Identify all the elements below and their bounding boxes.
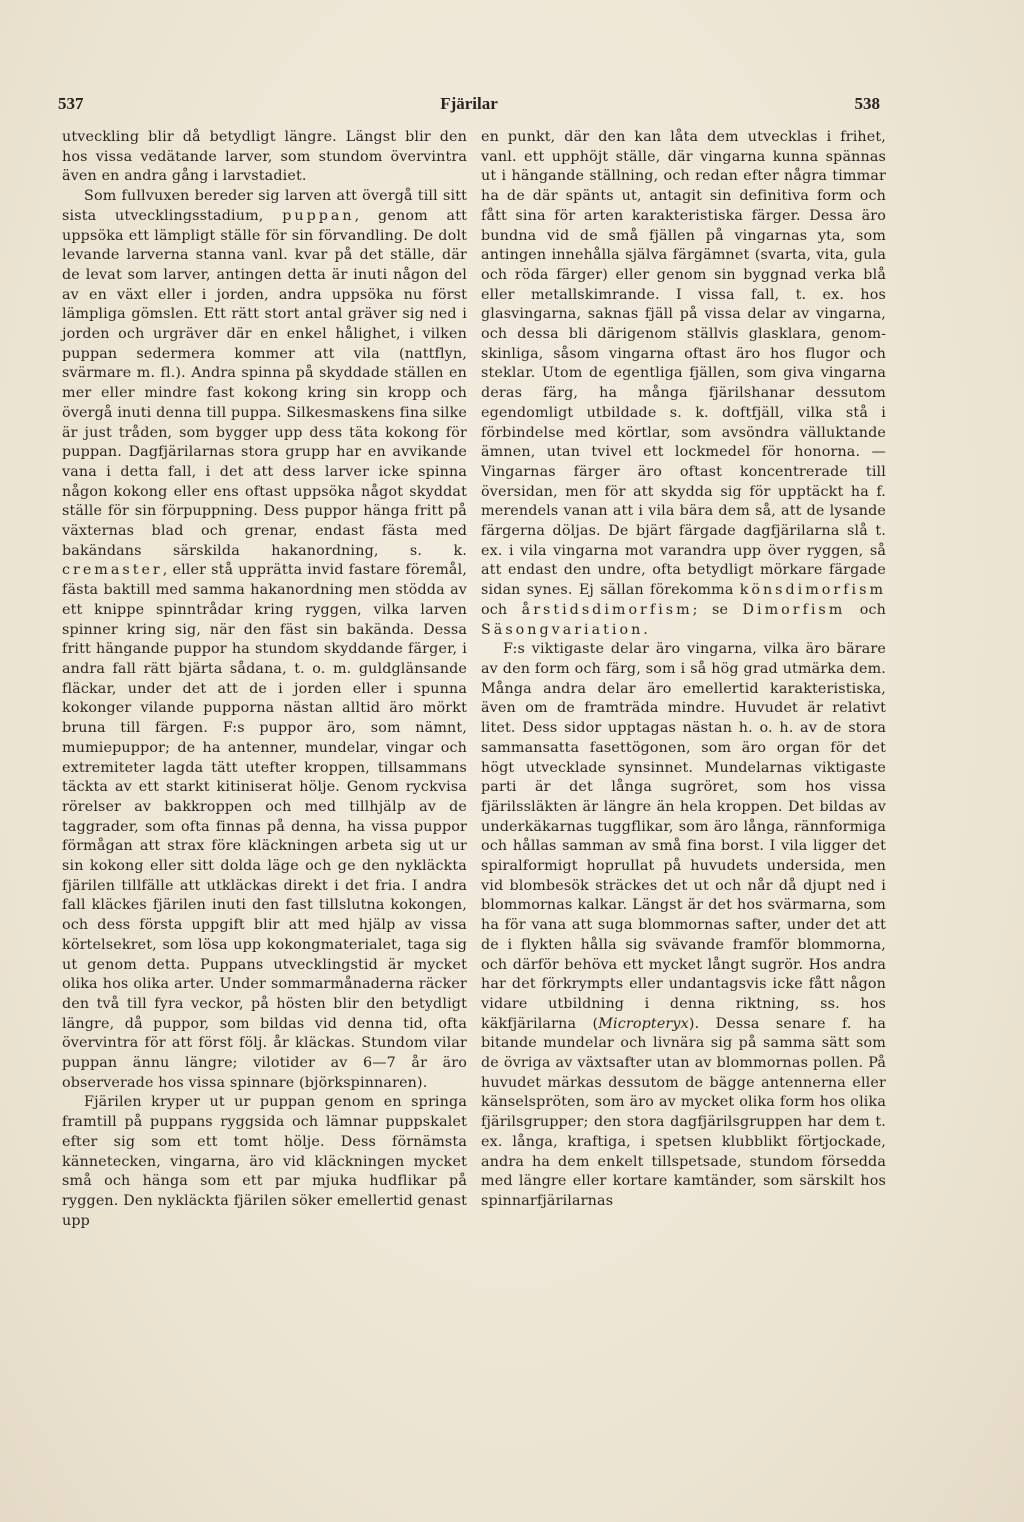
paragraph xyxy=(62,1093,467,1231)
text-run: ). Dessa senare f. ha bitande mundelar och livnära sig på samma sätt som de övriga av växtsafter utan av blommornas pollen. På huvudet märkas dessutom de bägge antennerna eller känselspröten, som äro av mycket olika form hos olika fjärilsgrupper; den stora dagfjärilsgruppen har dem t. ex. långa, kraftiga, i spetsen klubblikt förtjockade, andra ha dem enkelt tillspetsade, stundom försedda med längre eller kortare kamtänder, som särskilt hos spinnarfjärilarnas xyxy=(481,1015,886,1209)
left-text-column xyxy=(62,128,467,1231)
text-run: , eller stå upprätta invid fastare föremål, fästa baktill med samma hakanordning men stödda av ett knippe spinntrådar kring ryggen, vilka larven spinner kring sig, när den fäst sin bakända. Dessa fritt hängande puppor ha stundom skyddande färger, i andra fall rätt bjärta sådana, t. o. m. guldglänsande fläckar, under det att de i jorden eller i spunna kokonger vilande pupporna nästan alltid äro mörkt bruna till färgen. F:s puppor äro, som nämnt, mumiepuppor; de ha antenner, mundelar, vingar och extremiteter lagda tätt utefter kroppen, tillsammans täckta av ett starkt kitiniserat hölje. Genom ryckvisa rörelser av bakkroppen och med tillhjälp av de taggrader, som ofta finnas på denna, ha vissa puppor förmågan att strax före kläckningen arbeta sig ut ur sin kokong eller sitt dolda läge och ge den nykläckta fjärilen tillfälle att utkläckas direkt i det fria. I andra fall kläckes fjärilen inuti den fast tillslutna kokongen, och dess första uppgift blir att med hjälp av vissa körtelsekret, som lösa upp kokongmaterialet, taga sig ut genom detta. Puppans utvecklingstid är mycket olika hos olika arter. Under sommarmånaderna räcker den två till fyra veckor, på hösten blir den betydligt längre, då puppor, som bildas vid denna tid, ofta övervintra för att först följ. år kläckas. Stundom vilar puppan ännu längre; vilotider av 6—7 år äro observerade hos vissa spinnare (björkspinnaren). xyxy=(62,562,467,1091)
text-run: en punkt, där den kan låta dem utvecklas i frihet, vanl. ett upphöjt ställe, där vingarna kunna spännas ut i hängande ställning, och redan efter några timmar ha de där spänts ut, antagit sin definitiva form och fått sina för arten karakteristiska färger. Dessa äro bundna vid de små fjällen på vingarnas yta, som antingen innehålla själva färgämnet (svarta, vita, gula och röda färger) eller genom sin byggnad verka blå eller metallskimrande. I vissa fall, t. ex. hos glasvingarna, saknas fjäll på vissa delar av vingarna, och dessa bli därigenom ställvis glasklara, genomskinliga, såsom vingarna oftast äro hos flugor och steklar. Utom de egentliga fjällen, som giva vingarna deras färg, ha många fjärilshanar dessutom egendomligt utbildade s. k. doftfjäll, vilka stå i förbindelse med körtlar, som avsöndra välluktande ämnen, utan tvivel ett lockmedel för honorna. — Vingarnas färger äro oftast koncentrerade till översidan, men för att skydda sig för upptäckt ha f. merendels vanan att i vila bära dem så, att de lysande färgerna döljas. De bjärt färgade dagfjärilarna slå t. ex. i vila vingarna mot varandra upp över ryggen, så att endast den undre, ofta betydligt mörkare färgade sidan synes. Ej sällan förekomma xyxy=(481,129,886,599)
spaced-term: årstidsdimorfism xyxy=(521,601,693,618)
spaced-term: Säsongvariation xyxy=(481,621,644,638)
paragraph xyxy=(481,640,886,1211)
page-number-right: 538 xyxy=(854,94,880,113)
text-run: och xyxy=(481,601,522,618)
text-run: F:s viktigaste delar äro vingarna, vilka äro bärare av den form och färg, som i så hög grad utmärka dem. Många andra delar äro emellertid karakteristiska, även om de framträda mindre. Huvudet är relativt litet. Dess sidor upptagas nästan h. o. h. av de stora sammansatta fasettögonen, som äro organ för det högt utvecklade synsinnet. Mundelarnas viktigaste parti är det långa sugröret, som hos vissa fjärilssläkten är längre än hela kroppen. Det bildas av underkäkarnas tuggflikar, som äro långa, rännformiga och hållas samman av små fina borst. I vila ligger det spiralformigt hoprullat på huvudets undersida, men vid blombesök sträckes det ut och når då djupt ned i blommornas kalkar. Längst är det hos svärmarna, som ha för vana att suga blommornas safter, under det att de i flykten hålla sig svävande framför blommorna, och därför behöva ett mycket långt sugrör. Hos andra har det förkrympts eller undantagsvis icke fått någon vidare utbildning i denna riktning, ss. hos käkfjärilarna ( xyxy=(481,641,886,1032)
text-run: utveckling blir då betydligt längre. Längst blir den hos vissa vedätande larver, som stundom övervintra även en andra gång i larvstadiet. xyxy=(62,129,467,185)
running-title: Fjärilar xyxy=(440,94,498,113)
running-header xyxy=(58,92,880,120)
paragraph xyxy=(481,128,886,640)
spaced-term: puppan xyxy=(282,207,355,224)
text-run: och xyxy=(845,601,886,618)
text-run: , genom att uppsöka ett lämpligt ställe för sin förvandling. De dolt levande larverna stanna vanl. kvar på det ställe, där de levat som larver, antingen detta är inuti någon del av en växt eller i jorden, andra uppsöka nu först lämpliga gömslen. Ett rätt stort antal gräver sig ned i jorden och urgräver där en enkel hålighet, i vilken puppan sedermera kommer att vila (nattflyn, svärmare m. fl.). Andra spinna på skyddade ställen en mer eller mindre fast kokong kring sin kropp och övergå inuti denna till puppa. Silkesmaskens fina silke är just tråden, som bygger upp dess täta kokong för puppan. Dagfjärilarnas stora grupp har en avvikande vana i detta fall, i det att dess larver icke spinna någon kokong eller ens oftast uppsöka något skyddat ställe för sin förpuppning. Dess puppor hänga fritt på växternas blad och grenar, endast fästa med bakändans särskilda hakanordning, s. k. xyxy=(62,207,467,559)
text-run: Fjärilen kryper ut ur puppan genom en springa framtill på puppans ryggsida och lämnar puppskalet efter sig som ett tomt hölje. Dess förnämsta kännetecken, vingarna, äro vid kläckningen mycket små och hänga som ett par mjuka hudflikar på ryggen. Den nykläckta fjärilen söker emellertid genast upp xyxy=(62,1094,467,1229)
paragraph xyxy=(62,128,467,187)
spaced-term: cremaster xyxy=(62,562,163,579)
page-number-left: 537 xyxy=(58,94,84,113)
text-run: Som fullvuxen bereder sig larven att övergå till sitt sista utvecklingsstadium, xyxy=(62,188,467,224)
italic-term: Micropteryx xyxy=(598,1015,689,1032)
spaced-term: könsdimorfism xyxy=(739,582,886,599)
paragraph xyxy=(62,187,467,1093)
text-run: ; se xyxy=(692,601,743,618)
text-run: . xyxy=(643,621,648,638)
right-text-column xyxy=(481,128,886,1212)
spaced-term: Dimorfism xyxy=(742,601,846,618)
